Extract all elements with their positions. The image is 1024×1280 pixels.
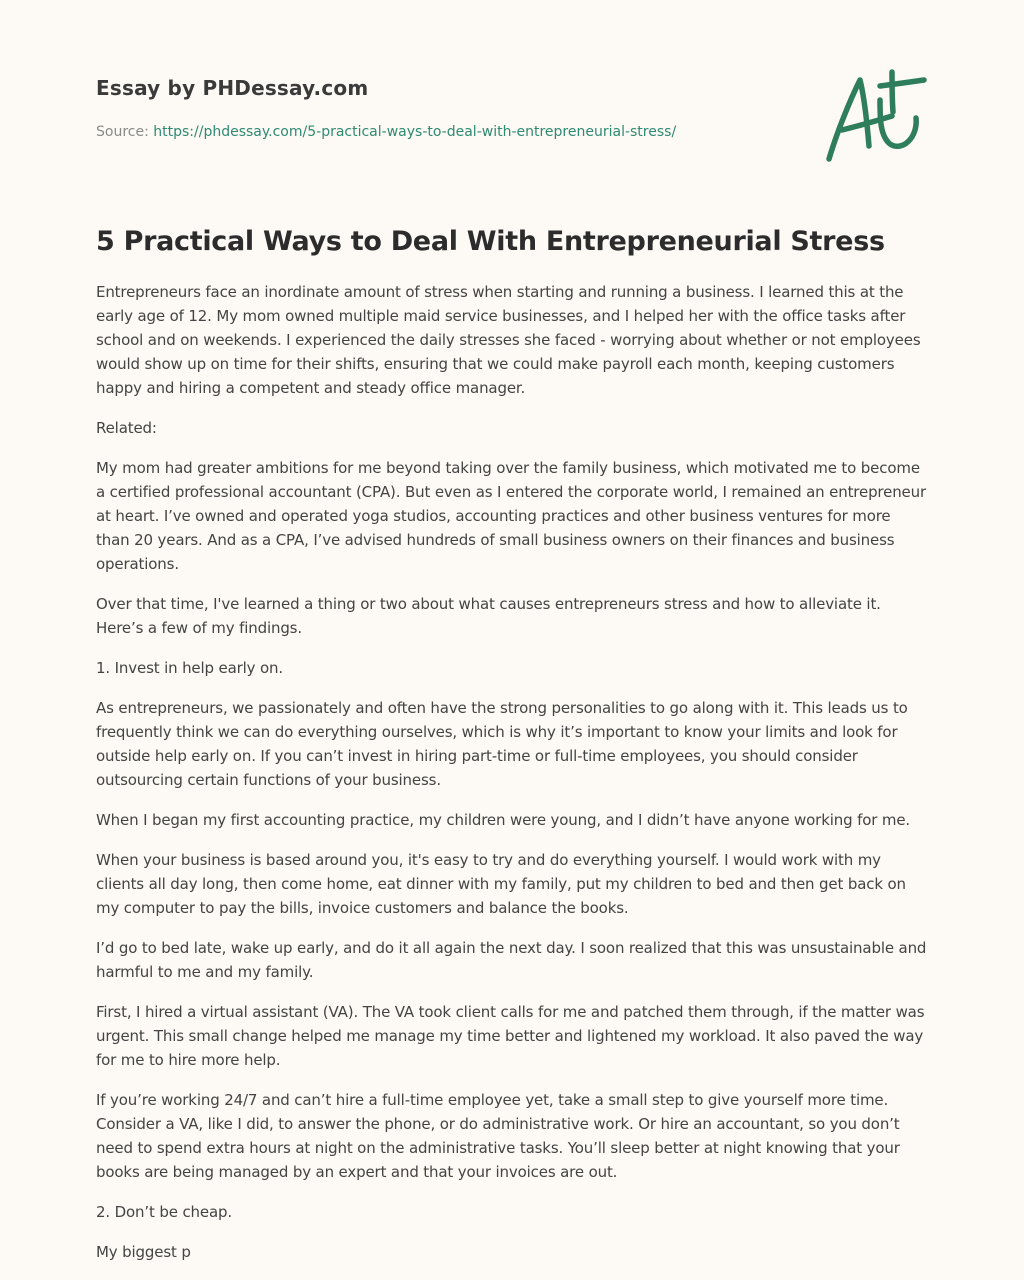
article-paragraph: As entrepreneurs, we passionately and often have the strong personalities to go along with it. This leads us to frequently think we can do everything ourselves, which is why it’s important to know your limits and look for outside help early on. If you can’t invest in hiring part-time or full-time employees, you should consider outsourcing certain functions of your business. bbox=[96, 699, 908, 789]
site-brand: Essay by PHDessay.com bbox=[96, 76, 369, 100]
source-line bbox=[96, 124, 796, 140]
article-title: 5 Practical Ways to Deal With Entrepreneurial Stress bbox=[96, 226, 885, 257]
article-paragraph: 1. Invest in help early on. bbox=[96, 659, 284, 677]
article-paragraph: Over that time, I've learned a thing or two about what causes entrepreneurs stress and how to alleviate it. Here’s a few of my findings. bbox=[96, 595, 881, 637]
page-header bbox=[96, 76, 796, 140]
article-paragraph: I’d go to bed late, wake up early, and do it all again the next day. I soon realized that this was unsustainable and harmful to me and my family. bbox=[96, 939, 927, 981]
article-paragraph: First, I hired a virtual assistant (VA). The VA took client calls for me and patched them through, if the matter was urgent. This small change helped me manage my time better and lightened my workload. It also paved the way for me to hire more help. bbox=[96, 1003, 925, 1069]
source-label: Source: bbox=[96, 124, 149, 140]
article-paragraph: If you’re working 24/7 and can’t hire a full-time employee yet, take a small step to give yourself more time. Consider a VA, like I did, to answer the phone, or do administrative work. Or hire an accountant, so you don’t need to spend extra hours at night on the administrative tasks. You’ll sleep better at night knowing that your books are being managed by an expert and that your invoices are out. bbox=[96, 1091, 900, 1181]
article-paragraph: Entrepreneurs face an inordinate amount of stress when starting and running a business. I learned this at the early age of 12. My mom owned multiple maid service businesses, and I helped her with the office tasks after school and on weekends. I experienced the daily stresses she faced - worrying about whether or not employees would show up on time for their shifts, ensuring that we could make payroll each month, keeping customers happy and hiring a competent and steady office manager. bbox=[96, 283, 921, 397]
article-paragraph: My biggest p bbox=[96, 1243, 191, 1261]
article bbox=[96, 226, 928, 1280]
article-paragraph: 2. Don’t be cheap. bbox=[96, 1203, 233, 1221]
article-paragraph: When your business is based around you, it's easy to try and do everything yourself. I would work with my clients all day long, then come home, eat dinner with my family, put my children to bed and then get back on my computer to pay the bills, invoice customers and balance the books. bbox=[96, 851, 906, 917]
source-link[interactable]: https://phdessay.com/5-practical-ways-to-deal-with-entrepreneurial-stress/ bbox=[153, 124, 677, 140]
a-plus-grade-icon bbox=[820, 66, 930, 166]
article-paragraph: When I began my first accounting practice, my children were young, and I didn’t have anyone working for me. bbox=[96, 811, 911, 829]
article-paragraph: My mom had greater ambitions for me beyond taking over the family business, which motivated me to become a certified professional accountant (CPA). But even as I entered the corporate world, I remained an entrepreneur at heart. I’ve owned and operated yoga studios, accounting practices and other business ventures for more than 20 years. And as a CPA, I’ve advised hundreds of small business owners on their finances and business operations. bbox=[96, 459, 927, 573]
article-paragraph: Related: bbox=[96, 419, 157, 437]
